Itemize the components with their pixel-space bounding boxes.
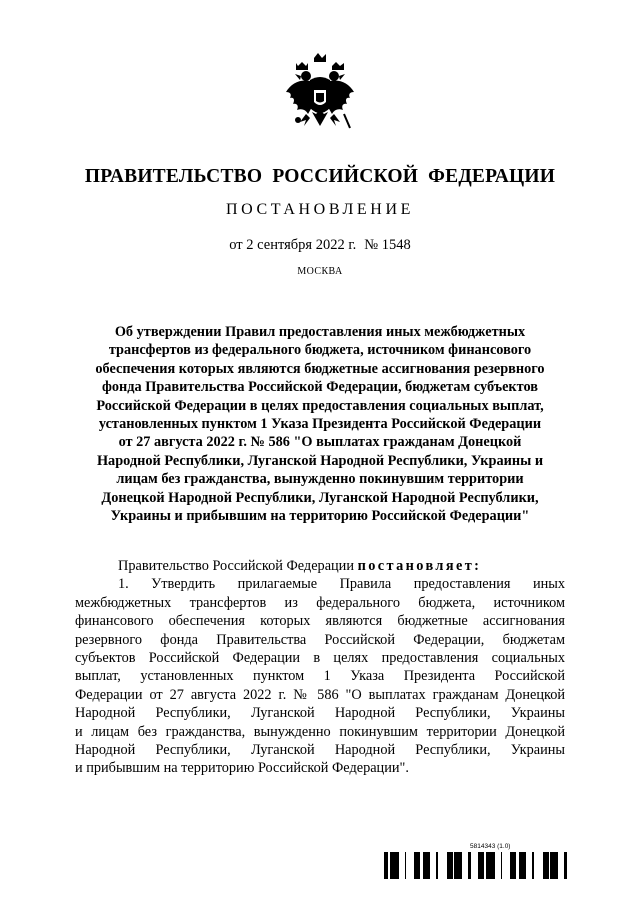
paragraph-line: Федерации от 27 августа 2022 г. № 586 "О выплатах гражданам Донецкой — [75, 686, 565, 703]
coat-of-arms-icon — [284, 52, 356, 144]
heading-line: трансфертов из федерального бюджета, источником финансового — [108, 342, 532, 359]
paragraph-line: финансового обеспечения которых являются бюджетные ассигнования — [75, 613, 565, 630]
paragraph-line: 1. Утвердить прилагаемые Правила предоставления иных — [118, 576, 565, 593]
paragraph-line: Народной Республики, Луганской Народной Республики, Украины — [75, 705, 565, 722]
heading-line: от 27 августа 2022 г. № 586 "О выплатах гражданам Донецкой — [118, 434, 522, 451]
paragraph-line: межбюджетных трансфертов из федерального бюджета, источником — [75, 594, 565, 611]
paragraph-line: выплат, установленных пунктом 1 Указа Президента Российской — [75, 668, 565, 685]
paragraph-line: и лицам без гражданства, вынужденно покинувшим территории Донецкой — [75, 723, 565, 740]
preamble — [75, 557, 565, 575]
preamble-emphasis: постановляет: — [357, 558, 482, 574]
barcode-icon — [384, 852, 572, 879]
heading-line: Российской Федерации в целях предоставления социальных выплат, — [96, 397, 544, 414]
document-date-line — [0, 237, 640, 254]
government-title: ПРАВИТЕЛЬСТВО РОССИЙСКОЙ ФЕДЕРАЦИИ — [84, 166, 556, 187]
heading-line: Украины и прибывшим на территорию Российской Федерации" — [110, 508, 530, 525]
barcode-number: 5814343 (1.0) — [470, 843, 511, 850]
paragraph-line: Народной Республики, Луганской Народной Республики, Украины — [75, 742, 565, 759]
preamble-text: Правительство Российской Федерации — [118, 558, 354, 574]
heading-line: Народной Республики, Луганской Народной Республики, Украины и — [96, 452, 544, 469]
paragraph-line: субъектов Российской Федерации в целях предоставления социальных — [75, 650, 565, 667]
heading-line: лицам без гражданства, вынужденно покинувшим территории — [116, 471, 524, 488]
document-body — [75, 557, 565, 778]
heading-line: установленных пунктом 1 Указа Президента Российской Федерации — [98, 416, 542, 433]
heading-line: обеспечения которых являются бюджетные ассигнования резервного — [95, 360, 545, 377]
heading-line: Об утверждении Правил предоставления иных межбюджетных — [114, 324, 526, 340]
heading-line: Донецкой Народной Республики, Луганской Народной Республики, — [101, 489, 539, 506]
document-number: № 1548 — [364, 237, 411, 253]
issuing-city: МОСКВА — [297, 266, 343, 277]
document-type: ПОСТАНОВЛЕНИЕ — [226, 201, 414, 218]
paragraph-line: резервного фонда Правительства Российской Федерации, бюджетам — [75, 631, 565, 648]
document-date: от 2 сентября 2022 г. — [229, 237, 357, 253]
paragraph-line: и прибывшим на территорию Российской Федерации". — [75, 760, 409, 777]
document-heading — [60, 323, 580, 525]
heading-line: фонда Правительства Российской Федерации, бюджетам субъектов — [101, 379, 539, 396]
